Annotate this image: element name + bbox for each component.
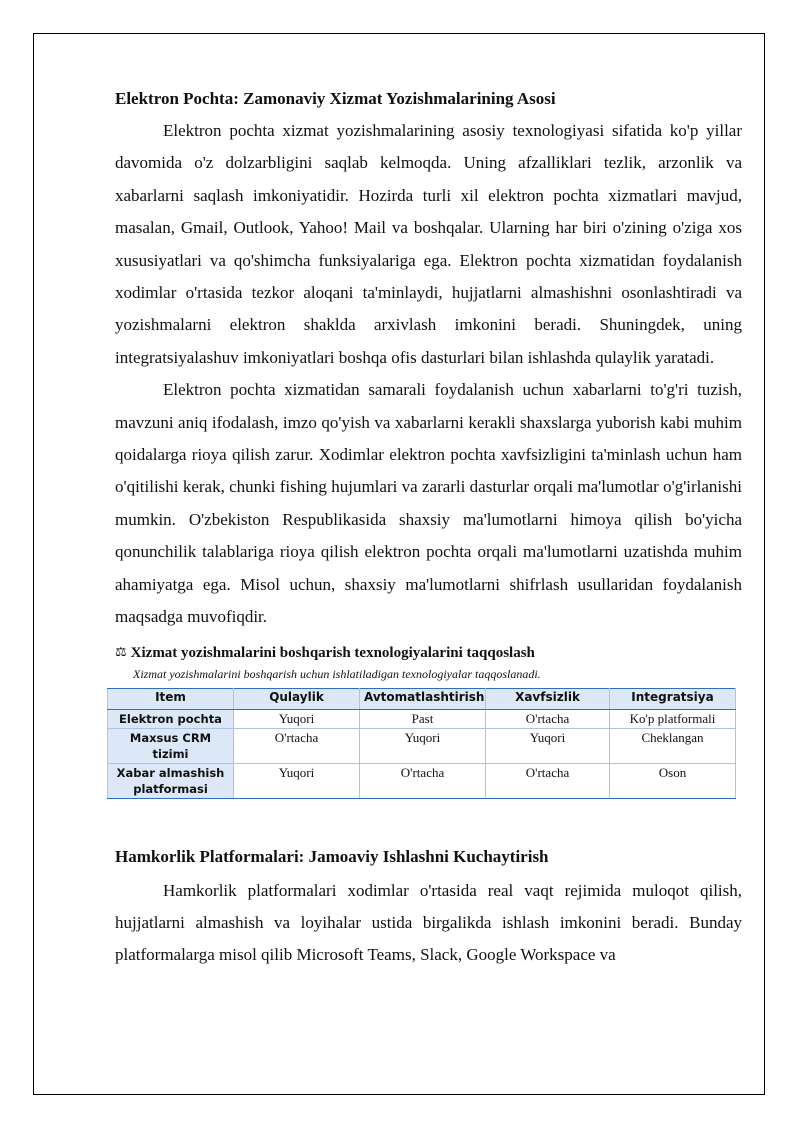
table-cell: Past [360, 709, 486, 728]
section-heading: Hamkorlik Platformalari: Jamoaviy Ishlashni Kuchaytirish [115, 846, 549, 866]
table-row [108, 763, 736, 798]
section-heading: Elektron Pochta: Zamonaviy Xizmat Yozishmalarining Asosi [115, 89, 556, 108]
table-cell: Yuqori [486, 728, 610, 763]
scale-icon: ⚖ [115, 644, 127, 660]
comparison-table [107, 688, 736, 799]
column-header: Xavfsizlik [486, 688, 610, 709]
table-row [108, 709, 736, 728]
table-cell: O'rtacha [486, 763, 610, 798]
table-cell: Yuqori [234, 763, 360, 798]
paragraph: Elektron pochta xizmat yozishmalarining asosiy texnologiyasi sifatida ko'p yillar davomida o'z dolzarbligini saqlab kelmoqda. Uning afzalliklari tezlik, arzonlik va xabarlarni saqlash imkoniyatidir. Hozirda turli xil elektron pochta xizmatlari mavjud, masalan, Gmail, Outlook, Yahoo! Mail va boshqalar. Ularning har biri o'zining o'ziga xos xususiyatlari va qo'shimcha funksiyalariga ega. Elektron pochta xizmatidan foydalanish xodimlar o'rtasida tezkor aloqani ta'minlaydi, hujjatlarni almashishni osonlashtiradi va yozishmalarni elektron shaklda arxivlash imkonini beradi. Shuningdek, uning integratsiyalashuv imkoniyatlari boshqa ofis dasturlari bilan ishlashda qulaylik yaratadi. [115, 121, 742, 367]
document-body [115, 87, 742, 972]
table-caption: Xizmat yozishmalarini boshqarish uchun ishlatiladigan texnologiyalar taqqoslanadi. [133, 666, 541, 681]
table-header-row [108, 688, 736, 709]
row-header: Xabar almashish platformasi [108, 763, 234, 798]
table-cell: Cheklangan [610, 728, 736, 763]
column-header: Item [108, 688, 234, 709]
row-header: Elektron pochta [108, 709, 234, 728]
column-header: Avtomatlashtirish [360, 688, 486, 709]
table-cell: Ko'p platformali [610, 709, 736, 728]
table-row [108, 728, 736, 763]
paragraph: Elektron pochta xizmatidan samarali foydalanish uchun xabarlarni to'g'ri tuzish, mavzuni aniq ifodalash, imzo qo'yish va xabarlarni kerakli shaxslarga yuborish kabi muhim qoidalarga rioya qilish zarur. Xodimlar elektron pochta xavfsizligini ta'minlash uchun ham o'qitilishi kerak, chunki fishing hujumlari va zararli dasturlar orqali ma'lumotlar o'g'irlanishi mumkin. O'zbekiston Respublikasida shaxsiy ma'lumotlarni himoya qilish bo'yicha qonunchilik talablariga rioya qilish elektron pochta orqali ma'lumotlarni uzatishda muhim ahamiyatga ega. Misol uchun, shaxsiy ma'lumotlarni shifrlash usullaridan foydalanish maqsadga muvofiqdir. [115, 380, 742, 627]
table-cell: Oson [610, 763, 736, 798]
table-title [115, 643, 742, 663]
table-cell: Yuqori [360, 728, 486, 763]
table-cell: O'rtacha [234, 728, 360, 763]
paragraph: Hamkorlik platformalari xodimlar o'rtasida real vaqt rejimida muloqot qilish, hujjatlarni almashish va loyihalar ustida birgalikda ishlash imkonini beradi. Bunday platformalarga misol qilib Microsoft Teams, Slack, Google Workspace va [115, 880, 742, 965]
column-header: Qulaylik [234, 688, 360, 709]
row-header: Maxsus CRM tizimi [108, 728, 234, 763]
column-header: Integratsiya [610, 688, 736, 709]
table-title-text: Xizmat yozishmalarini boshqarish texnologiyalarini taqqoslash [130, 644, 535, 661]
table-cell: Yuqori [234, 709, 360, 728]
table-cell: O'rtacha [486, 709, 610, 728]
table-cell: O'rtacha [360, 763, 486, 798]
